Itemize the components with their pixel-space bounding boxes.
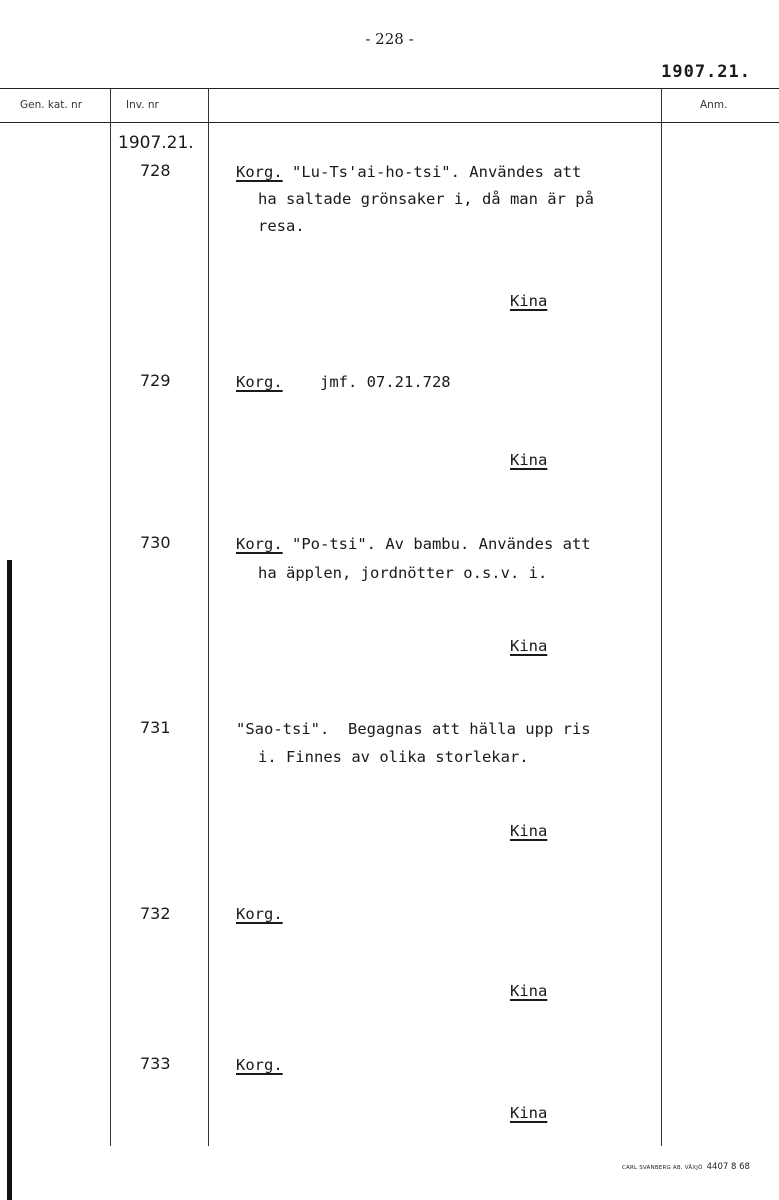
header-top-rule bbox=[0, 88, 779, 89]
entry-728-line-3: resa. bbox=[258, 217, 305, 235]
entry-733-region: Kina bbox=[510, 1104, 548, 1122]
entry-728-text bbox=[236, 157, 581, 187]
entry-730-text bbox=[236, 529, 591, 559]
entry-729-line-1: jmf. 07.21.728 bbox=[282, 373, 451, 391]
inv-number-729: 729 bbox=[140, 371, 171, 390]
entry-733-text bbox=[236, 1050, 283, 1080]
inv-number-728: 728 bbox=[140, 161, 171, 180]
entry-731-line-2-wrap bbox=[236, 742, 529, 772]
column-divider-1 bbox=[110, 88, 111, 1146]
entry-728-line-2: ha saltade grönsaker i, då man är på bbox=[258, 190, 594, 208]
entry-733-label: Korg. bbox=[236, 1056, 283, 1074]
entry-732-label: Korg. bbox=[236, 905, 283, 923]
entry-729-label: Korg. bbox=[236, 373, 283, 391]
entry-732-text bbox=[236, 899, 283, 929]
printer-footer bbox=[622, 1162, 750, 1172]
entry-730-line-2-wrap bbox=[236, 558, 547, 588]
column-label-inv: Inv. nr bbox=[126, 99, 159, 111]
inv-number-730: 730 bbox=[140, 533, 171, 552]
page-number: - 228 - bbox=[365, 30, 414, 48]
header-year: 1907.21. bbox=[661, 62, 751, 82]
entry-728-line-1: "Lu-Ts'ai-ho-tsi". Användes att bbox=[282, 163, 582, 181]
inv-number-732: 732 bbox=[140, 904, 171, 923]
entry-728-line-3-wrap bbox=[236, 211, 305, 241]
entry-731-line-1: "Sao-tsi". Begagnas att hälla upp ris bbox=[236, 720, 591, 738]
inv-year: 1907.21. bbox=[118, 133, 194, 153]
entry-731-region: Kina bbox=[510, 822, 548, 840]
column-divider-3 bbox=[661, 88, 662, 1146]
entry-730-label: Korg. bbox=[236, 535, 283, 553]
entry-729-region: Kina bbox=[510, 451, 548, 469]
column-label-anm: Anm. bbox=[700, 99, 728, 111]
inv-number-733: 733 bbox=[140, 1054, 171, 1073]
entry-728-line-2-wrap bbox=[236, 184, 594, 214]
entry-730-line-2: ha äpplen, jordnötter o.s.v. i. bbox=[258, 564, 548, 582]
printer-name: CARL SVANBERG AB. VÄXJÖ bbox=[622, 1165, 703, 1171]
entry-728-label: Korg. bbox=[236, 163, 283, 181]
entry-729-text bbox=[236, 367, 451, 397]
entry-730-region: Kina bbox=[510, 637, 548, 655]
inv-number-731: 731 bbox=[140, 718, 171, 737]
entry-728-region: Kina bbox=[510, 292, 548, 310]
entry-731-line-2: i. Finnes av olika storlekar. bbox=[258, 748, 529, 766]
column-label-gen-kat: Gen. kat. nr bbox=[20, 99, 83, 111]
entry-730-line-1: "Po-tsi". Av bambu. Användes att bbox=[282, 535, 591, 553]
header-bottom-rule bbox=[0, 122, 779, 123]
scan-edge-bar bbox=[7, 560, 12, 1200]
entry-732-region: Kina bbox=[510, 982, 548, 1000]
column-divider-2 bbox=[208, 88, 209, 1146]
form-code: 4407 8 68 bbox=[706, 1162, 750, 1172]
